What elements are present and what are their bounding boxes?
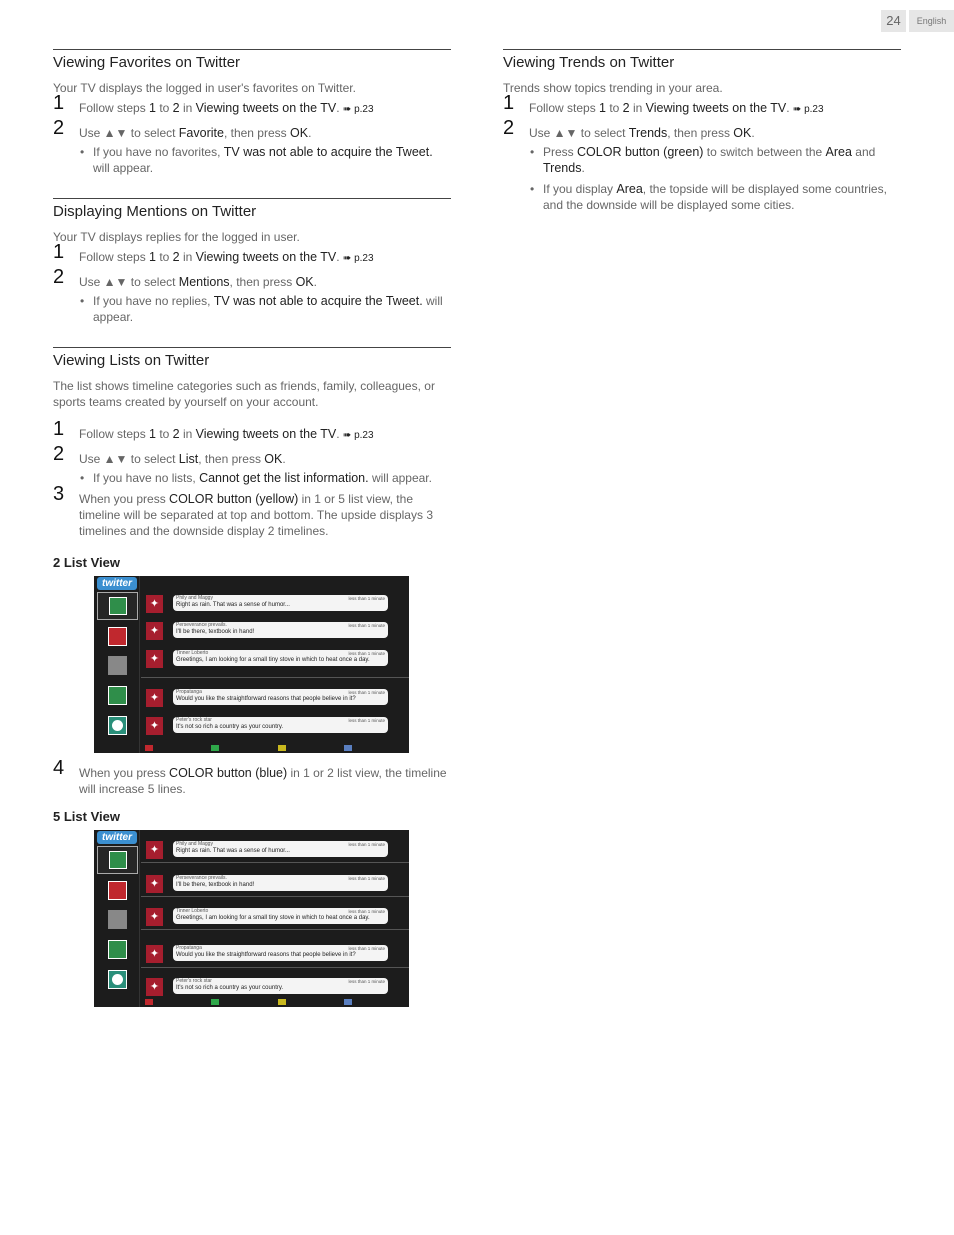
two-list-view-title: 2 List View	[53, 555, 120, 570]
twitter-bird-icon: ✦	[146, 595, 163, 613]
text: , then press	[198, 452, 265, 466]
tweet-time: less than 1 minute	[348, 651, 385, 656]
text: If you have no favorites,	[93, 145, 224, 159]
list-avatar[interactable]	[108, 686, 127, 705]
message: Cannot get the list information.	[199, 471, 369, 485]
tweet-time: less than 1 minute	[348, 909, 385, 914]
step-2	[53, 266, 451, 290]
avatar-image	[109, 597, 127, 615]
text: Use ▲▼ to select	[79, 452, 179, 466]
step-number: 4	[53, 757, 65, 779]
tweet-time: less than 1 minute	[348, 596, 385, 601]
text: .	[313, 275, 317, 289]
text: .	[786, 101, 793, 115]
tweet-author: Tinner Loberto	[176, 650, 209, 656]
section-intro: Trends show topics trending in your area.	[503, 81, 723, 95]
tweet-author: Peter's rock star	[176, 717, 212, 723]
section-title: Viewing Favorites on Twitter	[53, 54, 241, 71]
text: in	[179, 427, 196, 441]
tweet-author: Phily and Maggy	[176, 595, 213, 601]
list-sidebar	[94, 830, 140, 1007]
tweet-time: less than 1 minute	[348, 946, 385, 951]
tweet-author: Propatanga	[176, 945, 202, 951]
text: to switch between the	[703, 145, 826, 159]
twitter-bird-icon: ✦	[146, 978, 163, 996]
section-intro: Your TV displays the logged in user's favorites on Twitter.	[53, 81, 356, 95]
tweet-time: less than 1 minute	[348, 842, 385, 847]
text: .	[336, 250, 343, 264]
text: Use ▲▼ to select	[529, 126, 629, 140]
step-1	[503, 92, 901, 118]
twitter-logo: twitter	[97, 577, 137, 590]
twitter-bird-icon: ✦	[146, 841, 163, 859]
step-number: 2	[53, 266, 65, 288]
tweet-author: Tinner Loberto	[176, 908, 209, 914]
twitter-bird-icon: ✦	[146, 875, 163, 893]
ok-key: OK	[264, 452, 283, 466]
section-intro: Your TV displays replies for the logged in user.	[53, 230, 300, 244]
tweet-row[interactable]	[146, 624, 388, 640]
twitter-logo: twitter	[97, 831, 137, 844]
note-bullet	[503, 181, 901, 213]
step-number: 1	[53, 241, 65, 263]
tweet-row[interactable]	[146, 652, 388, 668]
tweet-bubble	[173, 908, 388, 924]
tweet-row[interactable]	[146, 691, 388, 707]
twitter-bird-icon: ✦	[146, 622, 163, 640]
text: , then press	[667, 126, 734, 140]
text: to	[155, 101, 173, 115]
tweet-time: less than 1 minute	[348, 623, 385, 628]
five-list-view-screen	[94, 830, 409, 1007]
timeline-divider	[141, 677, 409, 678]
text: will appear.	[93, 161, 154, 175]
page-ref: ➠ p.23	[342, 104, 374, 115]
text: 1	[149, 101, 156, 115]
text: 2	[172, 250, 180, 264]
tweet-author: Peter's rock star	[176, 978, 212, 984]
tweet-author: Phily and Maggy	[176, 841, 213, 847]
tweet-time: less than 1 minute	[348, 979, 385, 984]
message: TV was not able to acquire the Tweet.	[223, 145, 433, 159]
list-sidebar	[94, 576, 140, 753]
twitter-bird-icon: ✦	[146, 717, 163, 735]
trends-label: Trends	[543, 161, 582, 175]
color-button-green-label: COLOR button (green)	[577, 145, 704, 159]
section-title: Displaying Mentions on Twitter	[53, 203, 257, 220]
step-4	[53, 757, 451, 797]
menu-item: Trends	[628, 126, 668, 140]
text: If you have no replies,	[93, 294, 214, 308]
step-2	[53, 117, 451, 141]
text: Use ▲▼ to select	[79, 275, 179, 289]
tweet-message: It's not so rich a country as your country.	[176, 985, 284, 991]
step-1	[53, 92, 451, 118]
link-viewing-tweets: Viewing tweets on the TV	[645, 101, 787, 115]
favorites-section	[53, 49, 451, 176]
note-bullet	[503, 144, 901, 176]
section-title: Viewing Trends on Twitter	[503, 54, 675, 71]
ok-key: OK	[295, 275, 314, 289]
text: If you have no lists,	[93, 471, 200, 485]
text: .	[336, 427, 343, 441]
text: Follow steps	[79, 250, 150, 264]
text: Follow steps	[79, 427, 150, 441]
step-number: 1	[53, 418, 65, 440]
tweet-row[interactable]	[146, 877, 388, 893]
step-2	[53, 443, 451, 467]
link-viewing-tweets: Viewing tweets on the TV	[195, 427, 337, 441]
message: TV was not able to acquire the Tweet.	[213, 294, 423, 308]
two-list-view-screen	[94, 576, 409, 753]
tweet-row[interactable]	[146, 947, 388, 963]
text: to	[155, 427, 173, 441]
step-number: 1	[53, 92, 65, 114]
step-1	[53, 241, 451, 267]
tweet-bubble	[173, 978, 388, 994]
tweet-message: It's not so rich a country as your country.	[176, 724, 284, 730]
blue-button-icon	[344, 999, 352, 1005]
timeline-divider	[141, 896, 409, 897]
tweet-message: I'll be there, textbook in hand!	[176, 882, 255, 888]
list-avatar[interactable]	[108, 910, 127, 929]
tweet-bubble	[173, 689, 388, 705]
text: If you display	[543, 182, 617, 196]
red-button-icon	[145, 745, 153, 751]
page-ref: ➠ p.23	[342, 430, 374, 441]
tweet-author: Perseverance prevails.	[176, 875, 227, 881]
note-bullet	[53, 144, 451, 176]
section-title: Viewing Lists on Twitter	[53, 352, 210, 369]
tweet-author: Perseverance prevails.	[176, 622, 227, 628]
note-bullet	[53, 293, 451, 325]
text: , the topside will be displayed some countries, and the downside will be displayed some cities.	[543, 182, 887, 212]
menu-item: Mentions	[178, 275, 230, 289]
list-avatar[interactable]	[108, 627, 127, 646]
text: .	[282, 452, 286, 466]
timeline-divider	[141, 862, 409, 863]
ball-icon	[112, 974, 123, 985]
tweet-time: less than 1 minute	[348, 718, 385, 723]
step-number: 3	[53, 483, 65, 505]
twitter-bird-icon: ✦	[146, 908, 163, 926]
text: When you press	[79, 766, 170, 780]
tweet-bubble	[173, 945, 388, 961]
text: in	[179, 250, 196, 264]
tweet-message: Right as rain. That was a sense of humor...	[176, 602, 290, 608]
yellow-button-icon	[278, 999, 286, 1005]
text: 2	[622, 101, 630, 115]
trends-section	[503, 49, 901, 213]
text: in	[179, 101, 196, 115]
text: .	[751, 126, 755, 140]
ok-key: OK	[733, 126, 752, 140]
tweet-message: Greetings, I am looking for a small tiny stove in which to heat once a day.	[176, 657, 370, 663]
page-ref: ➠ p.23	[342, 253, 374, 264]
tweet-bubble	[173, 841, 388, 857]
text: Follow steps	[79, 101, 150, 115]
tweet-row[interactable]	[146, 597, 388, 613]
text: 1	[149, 427, 156, 441]
twitter-bird-icon: ✦	[146, 650, 163, 668]
text: and	[851, 145, 876, 159]
tweet-row[interactable]	[146, 910, 388, 926]
tweet-message: Right as rain. That was a sense of humor...	[176, 848, 290, 854]
list-avatar[interactable]	[108, 970, 127, 989]
text: in 1 or 5 list view, the timeline will be separated at top and bottom. The upside displays 3 timelines and the downside display 2 timelines.	[79, 492, 433, 538]
menu-item: List	[178, 452, 199, 466]
text: will appear.	[368, 471, 432, 485]
text: Follow steps	[529, 101, 600, 115]
red-button-icon	[145, 999, 153, 1005]
tweet-bubble	[173, 622, 388, 638]
text: , then press	[223, 126, 290, 140]
list-avatar-selected[interactable]	[97, 592, 138, 620]
text: 2	[172, 427, 180, 441]
mentions-section	[53, 198, 451, 325]
lists-section	[53, 347, 451, 1007]
tweet-time: less than 1 minute	[348, 876, 385, 881]
text: , then press	[229, 275, 296, 289]
tweet-author: Propatanga	[176, 689, 202, 695]
text: 2	[172, 101, 180, 115]
link-viewing-tweets: Viewing tweets on the TV	[195, 101, 337, 115]
text: to	[605, 101, 623, 115]
step-number: 2	[53, 443, 65, 465]
right-column	[503, 49, 901, 235]
step-number: 2	[503, 117, 515, 139]
twitter-bird-icon: ✦	[146, 945, 163, 963]
five-list-view-title: 5 List View	[53, 809, 120, 824]
step-3	[53, 483, 451, 539]
blue-button-icon	[344, 745, 352, 751]
twitter-bird-icon: ✦	[146, 689, 163, 707]
text: will appear.	[93, 294, 443, 324]
step-number: 1	[503, 92, 515, 114]
tweet-message: Would you like the straightforward reasons that people believe in it?	[176, 952, 356, 958]
section-intro: The list shows timeline categories such as friends, family, colleagues, or sports teams created by yourself on your account.	[53, 379, 435, 409]
list-avatar[interactable]	[108, 940, 127, 959]
text: .	[581, 161, 585, 175]
timeline-divider	[141, 929, 409, 930]
tweet-row[interactable]	[146, 980, 388, 996]
green-button-icon	[211, 999, 219, 1005]
tweet-row[interactable]	[146, 843, 388, 859]
color-button-yellow-label: COLOR button (yellow)	[169, 492, 299, 506]
timeline-divider	[141, 967, 409, 968]
step-number: 2	[53, 117, 65, 139]
text: Press	[543, 145, 578, 159]
text: 1	[149, 250, 156, 264]
menu-item: Favorite	[178, 126, 224, 140]
tweet-message: Greetings, I am looking for a small tiny stove in which to heat once a day.	[176, 915, 370, 921]
list-avatar-selected[interactable]	[97, 846, 138, 874]
tweet-message: I'll be there, textbook in hand!	[176, 629, 255, 635]
area-label: Area	[616, 182, 643, 196]
link-viewing-tweets: Viewing tweets on the TV	[195, 250, 337, 264]
color-button-blue-label: COLOR button (blue)	[169, 766, 288, 780]
list-avatar[interactable]	[108, 716, 127, 735]
list-avatar[interactable]	[108, 656, 127, 675]
area-label: Area	[825, 145, 852, 159]
tweet-bubble	[173, 717, 388, 733]
tweet-message: Would you like the straightforward reasons that people believe in it?	[176, 696, 356, 702]
note-bullet	[53, 470, 451, 486]
ok-key: OK	[290, 126, 309, 140]
text: in 1 or 2 list view, the timeline will increase 5 lines.	[79, 766, 447, 796]
step-1	[53, 418, 451, 444]
tweet-bubble	[173, 650, 388, 666]
yellow-button-icon	[278, 745, 286, 751]
avatar-image	[109, 851, 127, 869]
text: 1	[599, 101, 606, 115]
text: to	[155, 250, 173, 264]
left-column	[53, 49, 451, 1029]
page-ref: ➠ p.23	[792, 104, 824, 115]
list-avatar[interactable]	[108, 881, 127, 900]
text: When you press	[79, 492, 170, 506]
tweet-time: less than 1 minute	[348, 690, 385, 695]
step-2	[503, 117, 901, 141]
text: .	[336, 101, 343, 115]
tweet-bubble	[173, 595, 388, 611]
page-number: 24	[881, 10, 906, 32]
ball-icon	[112, 720, 123, 731]
language-label: English	[909, 10, 954, 32]
text: Use ▲▼ to select	[79, 126, 179, 140]
tweet-bubble	[173, 875, 388, 891]
text: in	[629, 101, 646, 115]
green-button-icon	[211, 745, 219, 751]
tweet-row[interactable]	[146, 719, 388, 735]
text: .	[308, 126, 312, 140]
